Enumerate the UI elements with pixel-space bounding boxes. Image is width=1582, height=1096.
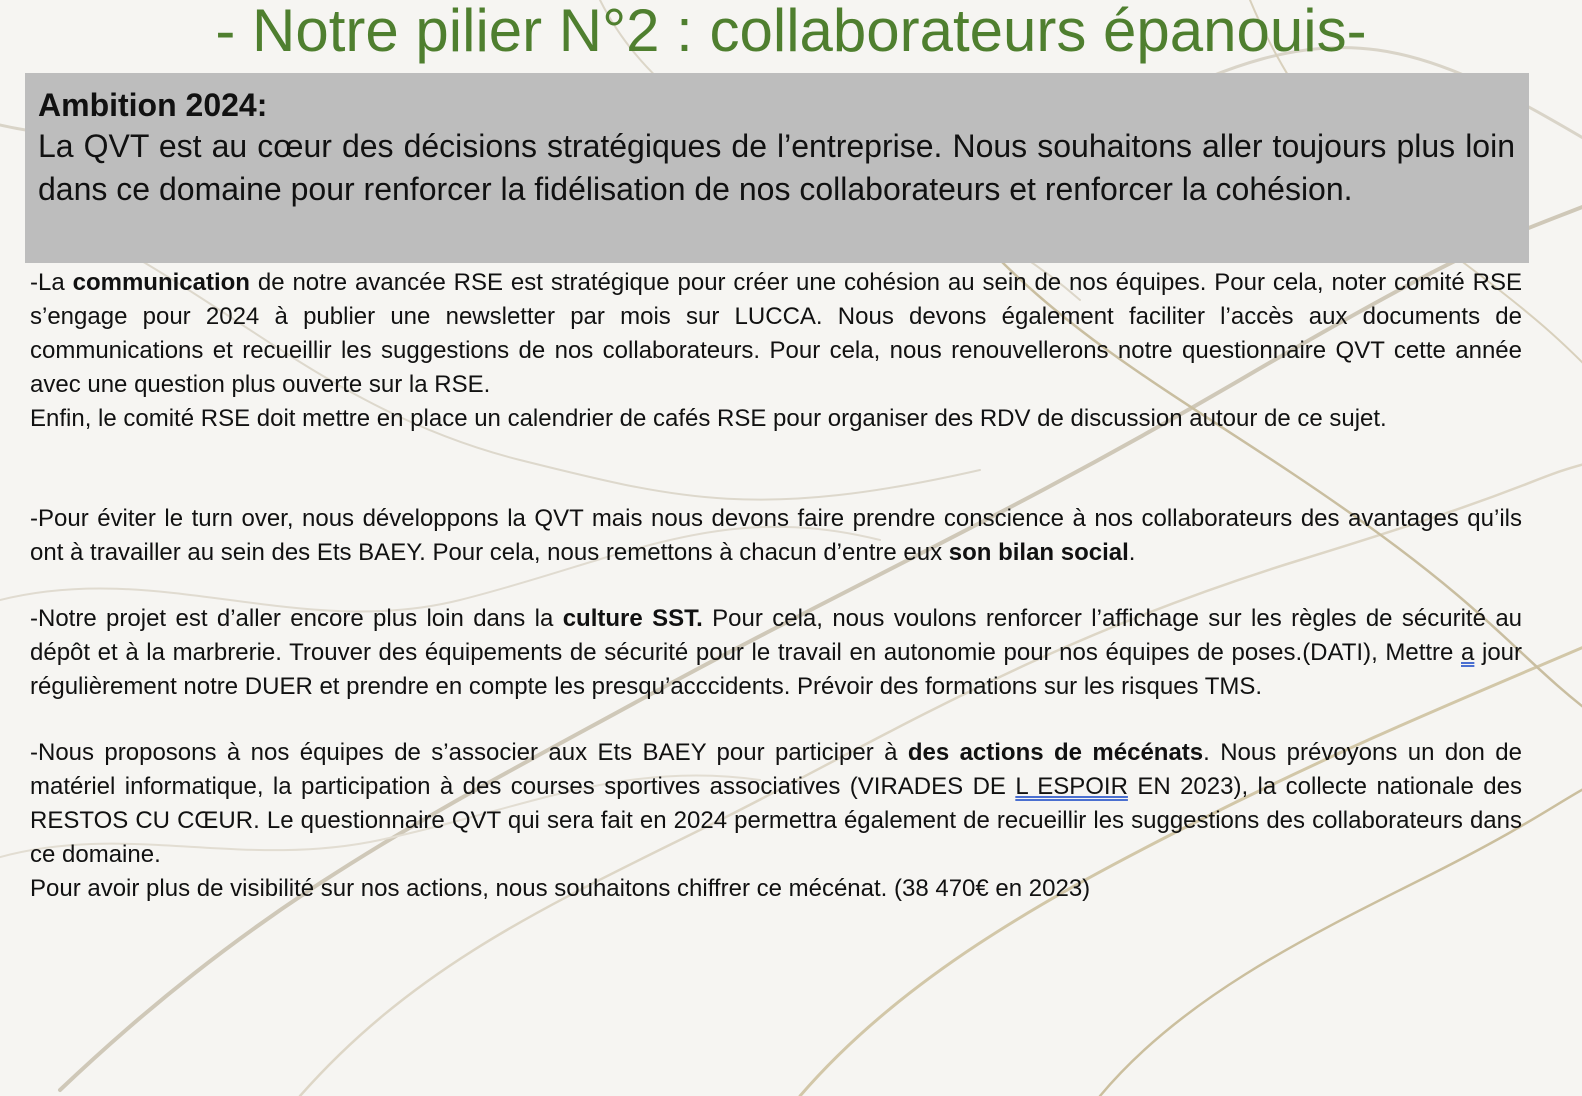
sst-text-pre: -Notre projet est d’aller encore plus loin dans la bbox=[30, 605, 563, 632]
communication-bold: communication bbox=[72, 269, 250, 296]
turnover-bold: son bilan social bbox=[948, 539, 1129, 566]
communication-paragraph-2: Enfin, le comité RSE doit mettre en place un calendrier de cafés RSE pour organiser des RDV de discussion autour de ce sujet. bbox=[30, 405, 1387, 432]
mecenat-paragraph-2: Pour avoir plus de visibilité sur nos actions, nous souhaitons chiffrer ce mécénat. (38 470€ en 2023) bbox=[30, 875, 1091, 902]
sst-bold: culture SST. bbox=[562, 605, 703, 632]
communication-paragraph bbox=[30, 266, 1522, 402]
ambition-heading: Ambition 2024: bbox=[38, 87, 268, 123]
body-text bbox=[30, 266, 1522, 906]
turnover-text-post: . bbox=[1128, 539, 1136, 566]
sst-text-mid: Pour cela, nous voulons renforcer l’affichage sur les règles de sécurité au dépôt et à la marbrerie. Trouver des équipements de sécurité pour le travail en autonomie pour nos équipes de poses.(DATI), Mettre bbox=[30, 605, 1523, 666]
spacer bbox=[30, 704, 1522, 736]
page-title: - Notre pilier N°2 : collaborateurs épanouis- bbox=[215, 0, 1367, 64]
spacer bbox=[30, 570, 1522, 602]
mecenat-paragraph bbox=[30, 736, 1522, 872]
sst-text-post: jour régulièrement notre DUER et prendre en compte les presqu’acccidents. Prévoir des formations sur les risques TMS. bbox=[30, 639, 1522, 700]
communication-text-pre: -La bbox=[30, 269, 73, 296]
mecenat-bold: des actions de mécénats bbox=[907, 739, 1204, 766]
turnover-paragraph bbox=[30, 502, 1522, 570]
mecenat-text-pre: -Nous proposons à nos équipes de s’associer aux Ets BAEY pour participer à bbox=[30, 739, 908, 766]
mecenat-text-post: EN 2023), la collecte nationale des RESTOS CU CŒUR. Le questionnaire QVT qui sera fait en 2024 permettra également de recueillir les suggestions des collaborateurs dans ce domaine. bbox=[30, 773, 1522, 868]
ambition-text: La QVT est au cœur des décisions stratégiques de l’entreprise. Nous souhaitons aller toujours plus loin dans ce domaine pour renforcer la fidélisation de nos collaborateurs et renforcer la cohésion. bbox=[38, 128, 1515, 207]
sst-paragraph bbox=[30, 602, 1522, 704]
sst-underlined-word: a bbox=[1461, 639, 1475, 666]
ambition-box bbox=[25, 73, 1529, 263]
communication-text-post: de notre avancée RSE est stratégique pour créer une cohésion au sein de nos équipes. Pour cela, noter comité RSE s’engage pour 2024 à publier une newsletter par mois sur LUCCA. Nous devons également faciliter l’accès aux documents de communications et recueillir les suggestions de nos collaborateurs. Pour cela, nous renouvellerons notre questionnaire QVT cette année avec une question plus ouverte sur la RSE. bbox=[30, 269, 1522, 398]
mecenat-underlined-words: L ESPOIR bbox=[1015, 773, 1128, 800]
spacer bbox=[30, 436, 1522, 502]
mecenat-text-mid: . Nous prévoyons un don de matériel informatique, la participation à des courses sportives associatives (VIRADES DE bbox=[30, 739, 1522, 800]
turnover-text-pre: -Pour éviter le turn over, nous développons la QVT mais nous devons faire prendre conscience à nos collaborateurs des avantages qu’ils ont à travailler au sein des Ets BAEY. Pour cela, nous remettons à chacun d’entre eux bbox=[30, 505, 1522, 566]
